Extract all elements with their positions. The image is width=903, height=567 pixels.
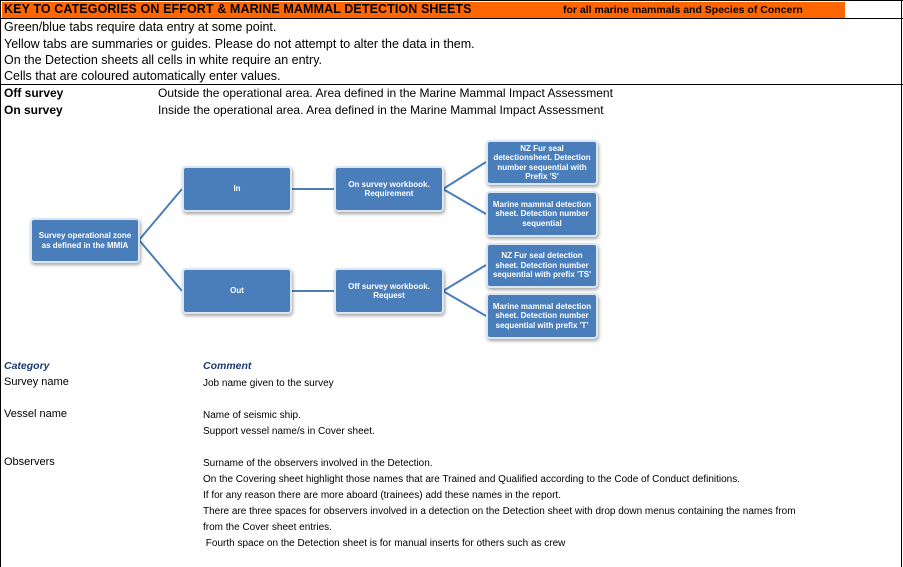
connector-line xyxy=(139,189,182,240)
note-line: On the Detection sheets all cells in white require an entry. xyxy=(4,53,322,67)
comment-line: Surname of the observers involved in the Detection. xyxy=(203,458,433,469)
comment-line: On the Covering sheet highlight those names that are Trained and Qualified according to the Code of Conduct definitions. xyxy=(203,474,741,485)
definition-term: On survey xyxy=(4,103,63,117)
definition-text: Inside the operational area. Area defined in the Marine Mammal Impact Assessment xyxy=(158,103,604,117)
definition-term: Off survey xyxy=(4,86,64,100)
comment-header: Comment xyxy=(203,360,252,372)
comment-line: There are three spaces for observers involved in a detection on the Detection sheet with drop down menus containing the names from xyxy=(203,506,796,517)
connector-line xyxy=(443,265,486,291)
comment-line: Fourth space on the Detection sheet is for manual inserts for others such as crew xyxy=(203,538,566,549)
comment-line: Support vessel name/s in Cover sheet. xyxy=(203,426,375,437)
connector-line xyxy=(443,291,486,316)
diagram-on-fur-seal-box: NZ Fur seal detectionsheet. Detection number sequential with Prefix 'S' xyxy=(486,140,598,185)
connector-line xyxy=(139,240,182,291)
category-name: Survey name xyxy=(4,376,69,388)
category-name: Observers xyxy=(4,456,55,468)
diagram-in-box: In xyxy=(182,166,292,212)
comment-line: from the Cover sheet entries. xyxy=(203,522,332,533)
category-header: Category xyxy=(4,360,50,372)
note-line: Yellow tabs are summaries or guides. Please do not attempt to alter the data in them. xyxy=(4,37,475,51)
diagram-root-box: Survey operational zone as defined in the MMIA xyxy=(30,218,140,263)
note-line: Cells that are coloured automatically enter values. xyxy=(4,69,281,83)
comment-line: Job name given to the survey xyxy=(203,378,334,389)
diagram-off-fur-seal-box: NZ Fur seal detection sheet. Detection number sequential with prefix 'TS' xyxy=(486,243,598,288)
diagram-on-mammal-box: Marine mammal detection sheet. Detection number sequential xyxy=(486,191,598,237)
note-line: Green/blue tabs require data entry at some point. xyxy=(4,20,277,34)
category-name: Vessel name xyxy=(4,408,67,420)
diagram-off-mammal-box: Marine mammal detection sheet. Detection number sequential with prefix 'T' xyxy=(486,293,598,339)
page-subtitle: for all marine mammals and Species of Concern xyxy=(563,4,803,16)
diagram-off-workbook-box: Off survey workbook. Request xyxy=(334,268,444,314)
definition-text: Outside the operational area. Area defined in the Marine Mammal Impact Assessment xyxy=(158,86,613,100)
page-title: KEY TO CATEGORIES ON EFFORT & MARINE MAMMAL DETECTION SHEETS xyxy=(4,2,472,16)
diagram-out-box: Out xyxy=(182,268,292,314)
comment-line: If for any reason there are more aboard (trainees) add these names in the report. xyxy=(203,490,561,501)
connector-line xyxy=(443,189,486,214)
diagram-on-workbook-box: On survey workbook. Requirement xyxy=(334,166,444,212)
connector-line xyxy=(443,162,486,189)
comment-line: Name of seismic ship. xyxy=(203,410,301,421)
